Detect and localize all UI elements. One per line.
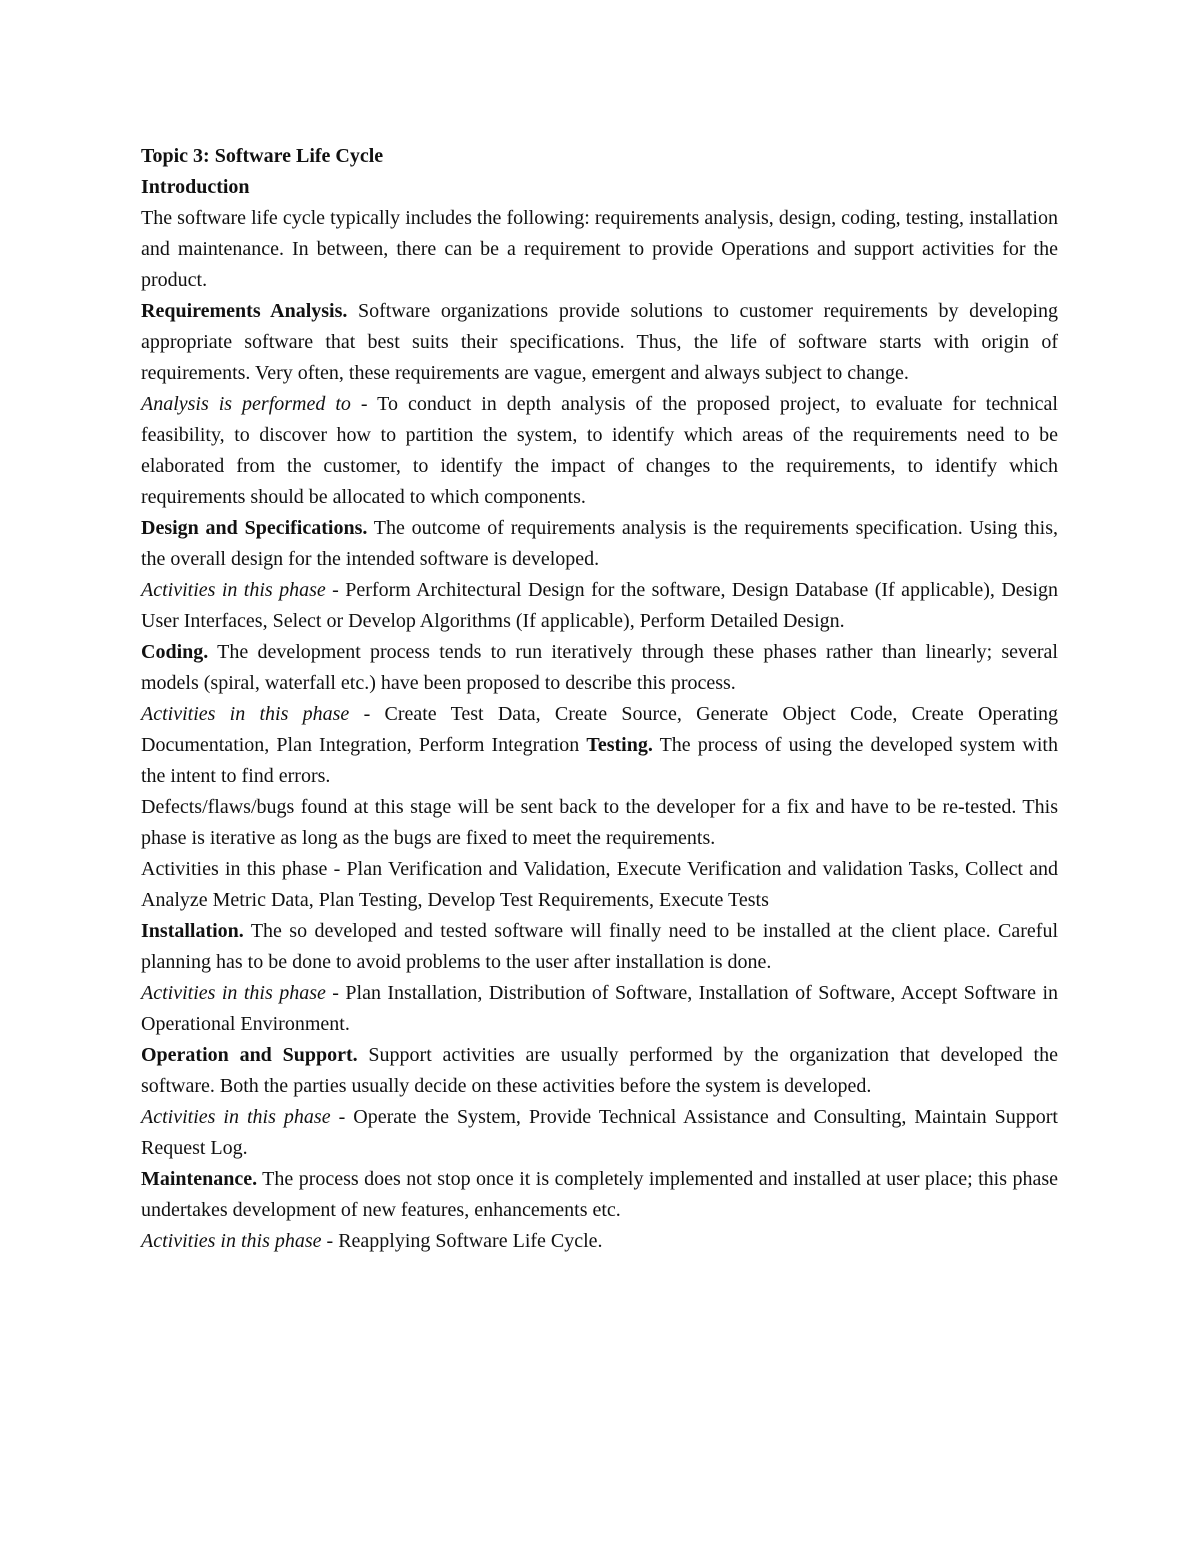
maintenance-activities-text: - Reapplying Software Life Cycle. [321,1230,603,1252]
operation-text: Support activities are usually performed by the organization that developed the software. Both the parties usually decide on these activities before the system is developed. [141,1044,1058,1097]
requirements-activities-text: - To conduct in depth analysis of the proposed project, to evaluate for technical feasibility, to discover how to partition the system, to identify which areas of the requirements need to be elaborated from the customer, to identify the impact of changes to the requirements, to identify which requirements should be allocated to which components. [141,393,1058,508]
coding-activities-text: - Create Test Data, Create Source, Generate Object Code, Create Operating Documentation, Plan Integration, Perform Integration [141,703,1059,756]
document-page [141,141,1058,1257]
design-activities-text: - Perform Architectural Design for the software, Design Database (If applicable), Design User Interfaces, Select or Develop Algorithms (If applicable), Perform Detailed Design. [141,579,1058,632]
testing-heading: Testing. [586,734,653,756]
requirements-activities-label: Analysis is performed to [141,393,351,415]
design-heading: Design and Specifications. [141,517,368,539]
installation-activities-paragraph [141,978,1058,1040]
design-activities-paragraph [141,575,1058,637]
requirements-activities-paragraph [141,389,1058,513]
installation-activities-text: - Plan Installation, Distribution of Software, Installation of Software, Accept Software in Operational Environment. [141,982,1059,1035]
installation-heading: Installation. [141,920,244,942]
maintenance-activities-label: Activities in this phase [141,1230,322,1252]
installation-activities-label: Activities in this phase [141,982,326,1004]
operation-heading: Operation and Support. [141,1044,358,1066]
coding-activities-label: Activities in this phase [141,703,350,725]
coding-paragraph [141,637,1058,699]
introduction-paragraph: The software life cycle typically includes the following: requirements analysis, design, coding, testing, installation and maintenance. In between, there can be a requirement to provide Operations and support activities for the product. [141,207,1058,291]
operation-activities-text: - Operate the System, Provide Technical Assistance and Consulting, Maintain Support Request Log. [141,1106,1058,1159]
requirements-heading: Requirements Analysis. [141,300,348,322]
testing-defects-paragraph: Defects/flaws/bugs found at this stage will be sent back to the developer for a fix and have to be re-tested. This phase is iterative as long as the bugs are fixed to meet the requirements. [141,796,1058,849]
operation-paragraph [141,1040,1058,1102]
operation-activities-label: Activities in this phase [141,1106,331,1128]
installation-text: The so developed and tested software will finally need to be installed at the client place. Careful planning has to be done to avoid problems to the user after installation is done. [141,920,1058,973]
installation-paragraph [141,916,1058,978]
requirements-paragraph [141,296,1058,389]
design-paragraph [141,513,1058,575]
testing-activities-paragraph: Activities in this phase - Plan Verification and Validation, Execute Verification and validation Tasks, Collect and Analyze Metric Data, Plan Testing, Develop Test Requirements, Execute Tests [141,858,1058,911]
coding-text: The development process tends to run iteratively through these phases rather than linearly; several models (spiral, waterfall etc.) have been proposed to describe this process. [141,641,1058,694]
requirements-text: Software organizations provide solutions to customer requirements by developing appropriate software that best suits their specifications. Thus, the life of software starts with origin of requirements. Very often, these requirements are vague, emergent and always subject to change. [141,300,1058,384]
coding-activities-paragraph [141,699,1058,792]
maintenance-heading: Maintenance. [141,1168,258,1190]
maintenance-activities-paragraph [141,1226,1058,1257]
design-activities-label: Activities in this phase [141,579,326,601]
maintenance-text: The process does not stop once it is completely implemented and installed at user place; this phase undertakes development of new features, enhancements etc. [141,1168,1058,1221]
operation-activities-paragraph [141,1102,1058,1164]
design-text: The outcome of requirements analysis is the requirements specification. Using this, the overall design for the intended software is developed. [141,517,1058,570]
coding-heading: Coding. [141,641,209,663]
introduction-heading: Introduction [141,176,250,198]
testing-text: The process of using the developed system with the intent to find errors. [141,734,1058,787]
document-title: Topic 3: Software Life Cycle [141,145,384,167]
maintenance-paragraph [141,1164,1058,1226]
